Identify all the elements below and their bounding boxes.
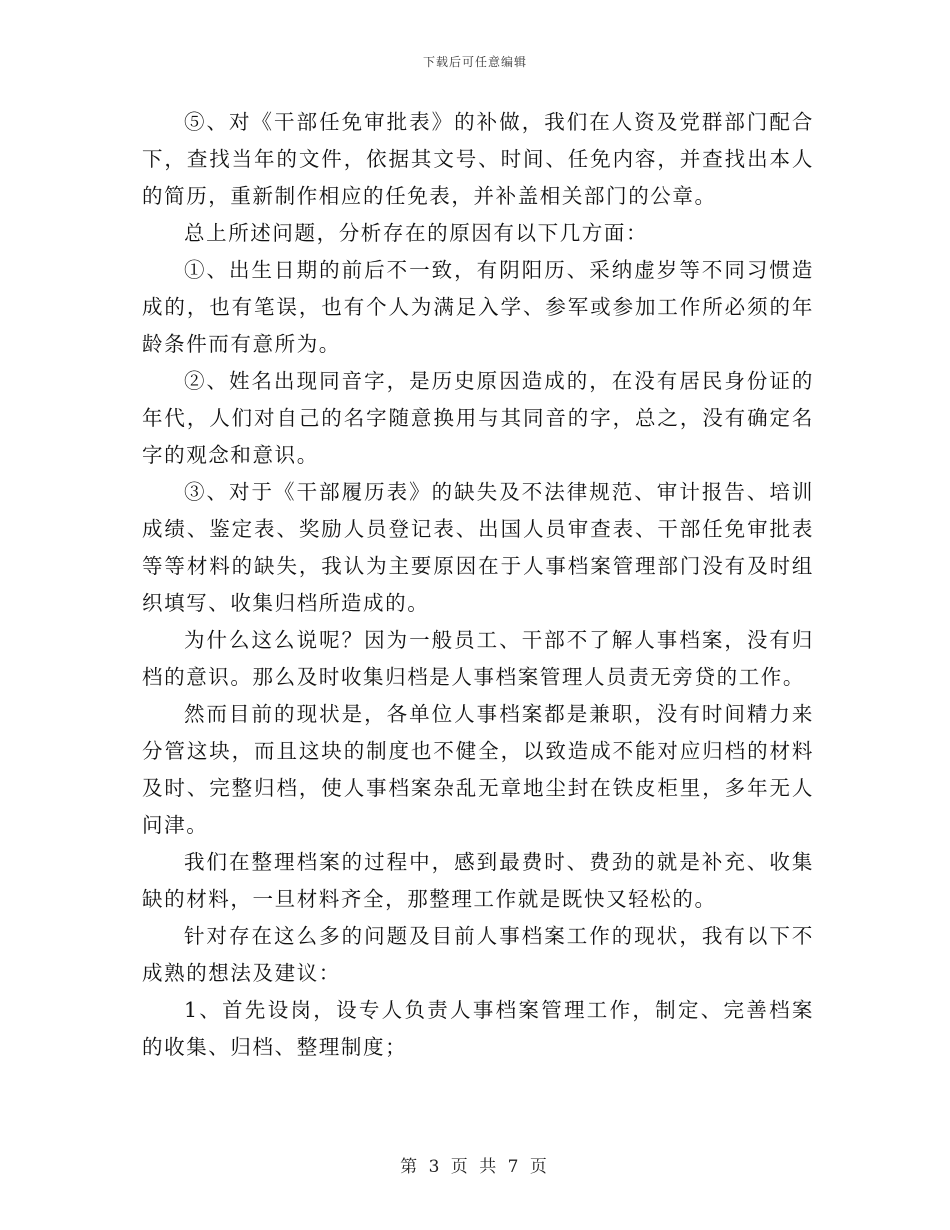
paragraph-suggestion-1: 1、首先设岗，设专人负责人事档案管理工作，制定、完善档案的收集、归档、整理制度； [142, 998, 814, 1059]
page-number-footer: 第 3 页 共 7 页 [400, 1157, 550, 1177]
paragraph-missing-materials-cause: ③、对于《干部履历表》的缺失及不法律规范、审计报告、培训成绩、鉴定表、奖励人员登记表、出国人员审查表、干部任免审批表等等材料的缺失，我认为主要原因在于人事档案管理部门没有及时组织填写、收集归档所造成的。 [142, 480, 814, 615]
paragraph-why-explanation: 为什么这么说呢？因为一般员工、干部不了解人事档案，没有归档的意识。那么及时收集归档是人事档案管理人员责无旁贷的工作。 [142, 628, 814, 689]
paragraph-causes-intro: 总上所述问题，分析存在的原因有以下几方面： [184, 221, 649, 245]
paragraph-suggestions-intro: 针对存在这么多的问题及目前人事档案工作的现状，我有以下不成熟的想法及建议： [142, 924, 814, 985]
paragraph-current-situation: 然而目前的现状是，各单位人事档案都是兼职，没有时间精力来分管这块，而且这块的制度也不健全，以致造成不能对应归档的材料及时、完整归档，使人事档案杂乱无章地尘封在铁皮柜里，多年无人问津。 [142, 702, 814, 837]
paragraph-homophone-name-cause: ②、姓名出现同音字，是历史原因造成的，在没有居民身份证的年代，人们对自己的名字随意换用与其同音的字，总之，没有确定名字的观念和意识。 [142, 369, 814, 467]
paragraph-birthdate-cause: ①、出生日期的前后不一致，有阴阳历、采纳虚岁等不同习惯造成的，也有笔误，也有个人为满足入学、参军或参加工作所必须的年龄条件而有意所为。 [142, 258, 814, 356]
document-body [142, 104, 814, 1066]
page-header-note: 下载后可任意编辑 [422, 55, 527, 69]
paragraph-cadre-appointment-form: ⑤、对《干部任免审批表》的补做，我们在人资及党群部门配合下，查找当年的文件，依据其文号、时间、任免内容，并查找出本人的简历，重新制作相应的任免表，并补盖相关部门的公章。 [142, 110, 814, 208]
paragraph-organizing-experience: 我们在整理档案的过程中，感到最费时、费劲的就是补充、收集缺的材料，一旦材料齐全，那整理工作就是既快又轻松的。 [142, 850, 814, 911]
